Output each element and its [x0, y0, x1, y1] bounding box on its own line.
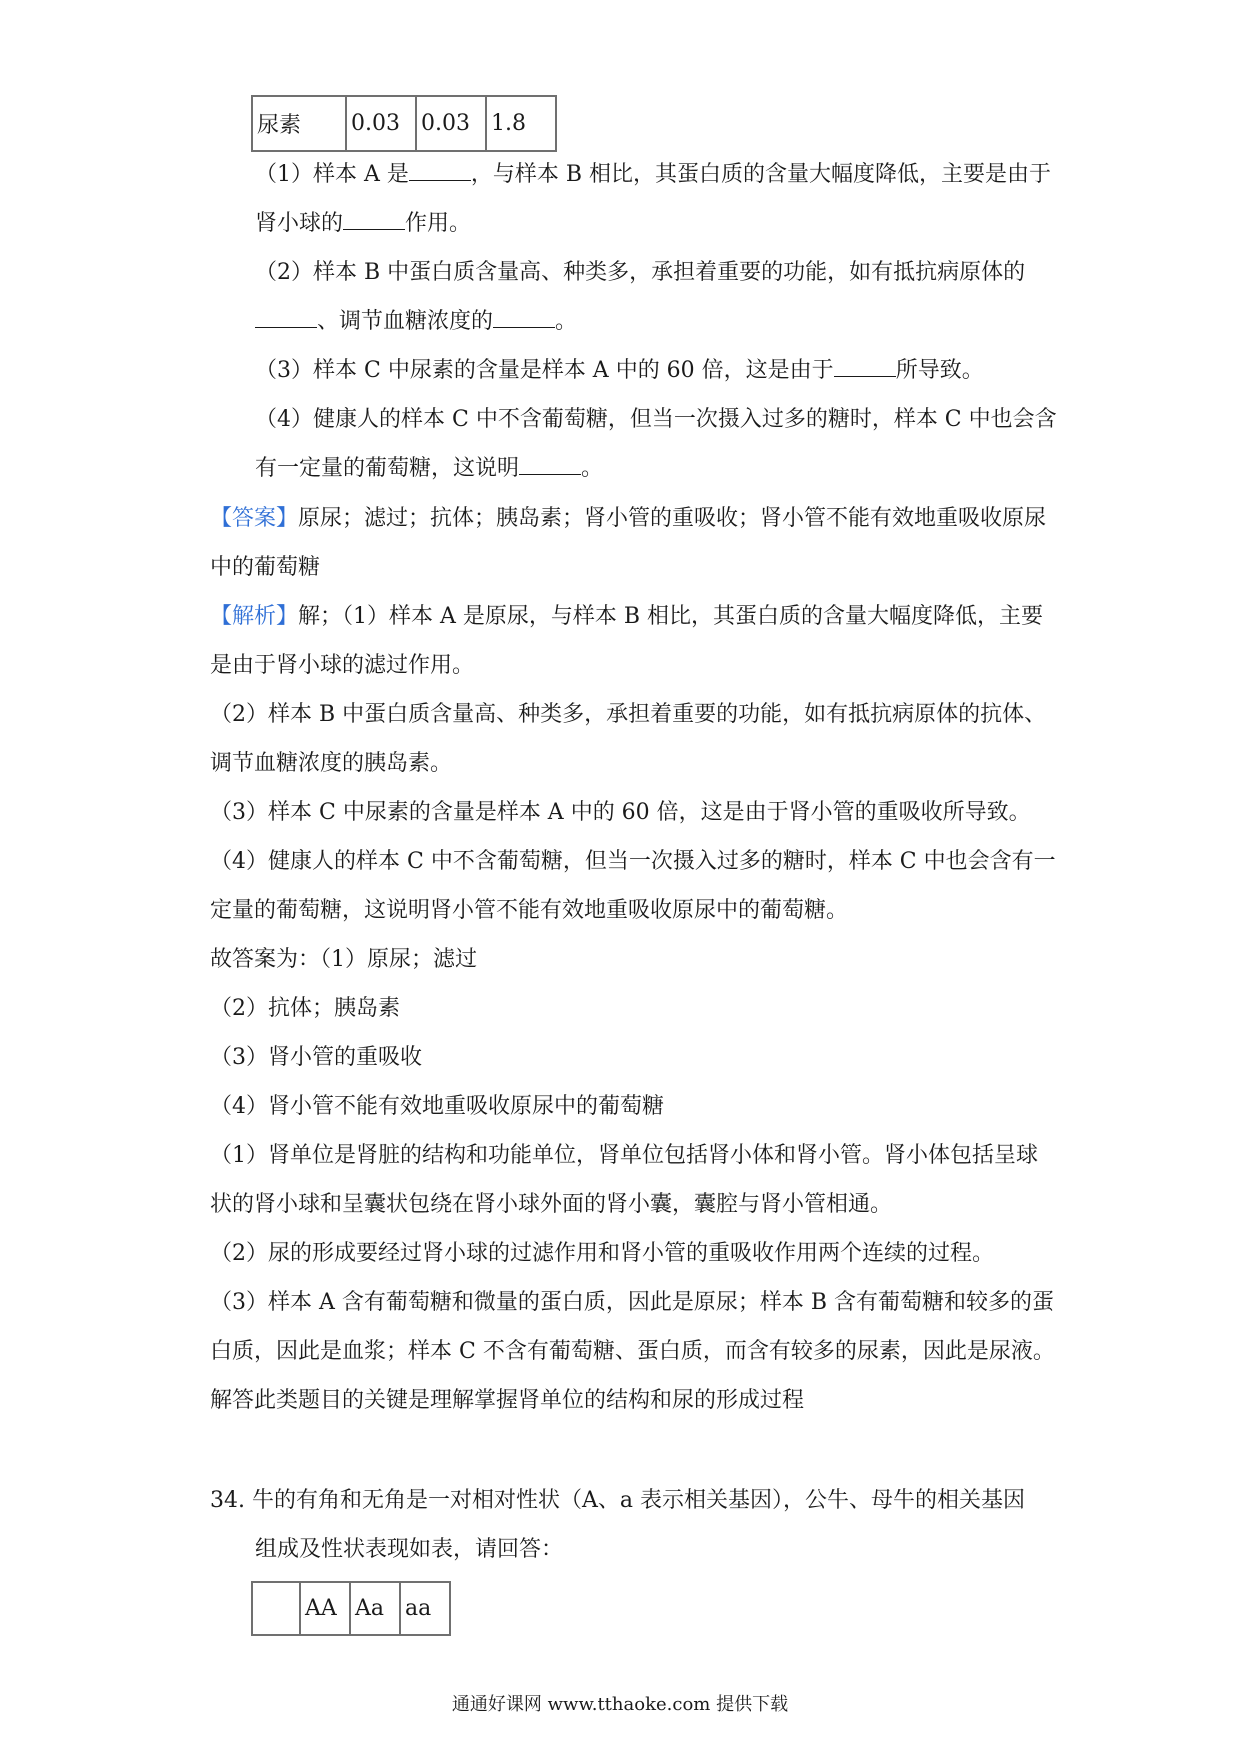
question-34-line: 组成及性状表现如表，请回答：: [255, 1537, 564, 1562]
answer-blank: [255, 309, 317, 328]
analysis-tag: 【解析】: [210, 604, 299, 629]
analysis-line: 调节血糖浓度的胰岛素。: [210, 751, 453, 776]
table-cell: Aa: [350, 1582, 400, 1635]
answer-line: 【答案】原尿；滤过；抗体；胰岛素；肾小管的重吸收；肾小管不能有效地重吸收原尿: [210, 506, 1047, 531]
question-line: 肾小球的 作用。: [255, 211, 472, 236]
question-line: （4）健康人的样本 C 中不含葡萄糖，但当一次摄入过多的糖时，样本 C 中也会含: [255, 407, 1057, 432]
answer-line: 中的葡萄糖: [210, 555, 321, 580]
table-cell: [252, 1582, 300, 1635]
analysis-line: （2）样本 B 中蛋白质含量高、种类多，承担着重要的功能，如有抵抗病原体的抗体、: [210, 702, 1047, 727]
answer-blank: [409, 162, 471, 181]
analysis-line: 解答此类题目的关键是理解掌握肾单位的结构和尿的形成过程: [210, 1388, 805, 1413]
analysis-line: （2）抗体；胰岛素: [210, 996, 400, 1021]
analysis-line: （3）样本 A 含有葡萄糖和微量的蛋白质，因此是原尿；样本 B 含有葡萄糖和较多的蛋: [210, 1290, 1055, 1315]
table-row: [252, 1582, 450, 1635]
table-cell: 1.8: [486, 96, 556, 151]
answer-blank: [519, 456, 581, 475]
question-line: 有一定量的葡萄糖，这说明 。: [255, 456, 604, 481]
question-line: （1）样本 A 是 ，与样本 B 相比，其蛋白质的含量大幅度降低，主要是由于: [255, 162, 1052, 187]
question-line: 、调节血糖浓度的 。: [255, 307, 577, 337]
question-34-line: 34. 牛的有角和无角是一对相对性状（A、a 表示相关基因），公牛、母牛的相关基因: [210, 1488, 1025, 1513]
question-line: （3）样本 C 中尿素的含量是样本 A 中的 60 倍，这是由于 所导致。: [255, 358, 984, 383]
genotype-table: [251, 1581, 451, 1636]
analysis-line: 是由于肾小球的滤过作用。: [210, 653, 475, 678]
table-row: [252, 96, 556, 151]
analysis-line: （3）样本 C 中尿素的含量是样本 A 中的 60 倍，这是由于肾小管的重吸收所导致。: [210, 800, 1031, 825]
analysis-line: 状的肾小球和呈囊状包绕在肾小球外面的肾小囊，囊腔与肾小管相通。: [210, 1192, 893, 1217]
answer-blank: [493, 309, 555, 328]
analysis-line: （4）肾小管不能有效地重吸收原尿中的葡萄糖: [210, 1094, 664, 1119]
table-cell: AA: [300, 1582, 350, 1635]
table-cell: 0.03: [416, 96, 486, 151]
analysis-line: （1）肾单位是肾脏的结构和功能单位，肾单位包括肾小体和肾小管。肾小体包括呈球: [210, 1143, 1038, 1168]
analysis-line: （2）尿的形成要经过肾小球的过滤作用和肾小管的重吸收作用两个连续的过程。: [210, 1241, 994, 1266]
analysis-line: 【解析】解；（1）样本 A 是原尿，与样本 B 相比，其蛋白质的含量大幅度降低，主要: [210, 604, 1044, 629]
analysis-line: 定量的葡萄糖，这说明肾小管不能有效地重吸收原尿中的葡萄糖。: [210, 898, 849, 923]
analysis-line: （3）肾小管的重吸收: [210, 1045, 422, 1070]
answer-tag: 【答案】: [210, 506, 299, 531]
analysis-line: （4）健康人的样本 C 中不含葡萄糖，但当一次摄入过多的糖时，样本 C 中也会含有一: [210, 849, 1056, 874]
analysis-line: 故答案为：（1）原尿；滤过: [210, 947, 477, 972]
table-cell: 尿素: [252, 96, 346, 151]
page-footer: 通通好课网 www.tthaoke.com 提供下载: [451, 1694, 789, 1715]
urea-table: [251, 95, 557, 152]
table-cell: 0.03: [346, 96, 416, 151]
answer-blank: [343, 211, 405, 230]
question-line: （2）样本 B 中蛋白质含量高、种类多，承担着重要的功能，如有抵抗病原体的: [255, 260, 1026, 285]
table-cell: aa: [400, 1582, 450, 1635]
analysis-line: 白质，因此是血浆；样本 C 不含有葡萄糖、蛋白质，而含有较多的尿素，因此是尿液。: [210, 1339, 1055, 1364]
answer-blank: [834, 358, 896, 377]
